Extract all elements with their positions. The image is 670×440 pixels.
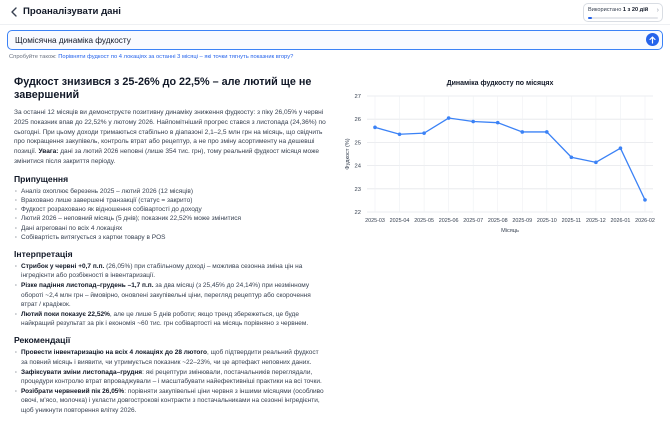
answer-summary: За останні 12 місяців ви демонструєте позитивну динаміку зниження фудкосту: з піку 26,05% у червні 2025 показник впав до 22,52% у лютому 2026. Найпомітніший прогрес стався з листопада (24,36%) по сьогодні. При цьому доходи тримаються стабільно в діапазоні 2,1–2,5 млн грн на місяць, що свідчить про покращення закупівель, контроль втрат або рецептур, а не про зміну асортименту на дешевші позиції. Увага: дані за лютий 2026 неповні (лише 354 тис. грн), тому реальний фудкост місяця може змінитися після закриття періоду. (14, 109, 326, 165)
assumption-item: · Лютий 2026 – неповний місяць (5 днів); показник 22,52% може змінитися (14, 214, 326, 223)
recommendation-item-bold: Провести інвентаризацію на всіх 4 локаціях до 28 лютого (21, 349, 207, 357)
interpretation-item (14, 281, 326, 309)
suggestion-prefix: Спробуйте також: (9, 54, 57, 60)
assumption-item: · Враховано лише завершені транзакції (статус = закрито) (14, 196, 326, 205)
assumptions-list (14, 187, 326, 242)
x-tick-label: 2025-04 (389, 218, 410, 224)
assumption-item: · Фудкост розраховано як відношення собівартості до доходу (14, 205, 326, 214)
page-title: Проаналізувати дані (23, 6, 121, 17)
usage-progress (588, 17, 658, 19)
assumption-item: · Аналіз охоплює березень 2025 – лютий 2026 (12 місяців) (14, 187, 326, 196)
usage-text: Використано 1 з 20 дій (588, 7, 649, 13)
x-tick-label: 2025-07 (463, 218, 484, 224)
answer-headline: Фудкост знизився з 25-26% до 22,5% – але лютий ще не завершений (14, 76, 312, 101)
query-input[interactable] (15, 34, 625, 47)
data-point (643, 198, 647, 202)
suggestion-line (9, 54, 293, 60)
assumption-item: · Собівартість витягується з картки товару в POS (14, 233, 326, 242)
suggestion-link[interactable]: Порівняти фудкост по 4 локаціях за останні 3 місяці – які точки тягнуть показник вгору? (58, 54, 294, 60)
chevron-left-icon (10, 7, 18, 17)
interpretation-item (14, 310, 326, 328)
recommendations-list (14, 348, 326, 414)
interpretation-item (14, 262, 326, 280)
interpretation-item-bold: Стрибок у червні +0,7 п.п. (21, 263, 105, 270)
interpretation-item-bold: Різке падіння листопад–грудень –1,7 п.п. (21, 282, 154, 290)
assumptions-title: Припущення (14, 173, 69, 184)
data-point (373, 126, 377, 130)
x-tick-label: 2025-10 (536, 218, 557, 224)
back-button[interactable] (7, 5, 21, 19)
data-point (496, 121, 500, 125)
recommendation-item (14, 348, 326, 366)
chevron-right-icon: › (656, 7, 659, 14)
y-tick-label: 22 (354, 210, 361, 216)
interpretation-item-text: (26,05%) при стабільному доході – можлива сезонна зміна цін на інгредієнти або розбіжності в інвентаризації. (21, 263, 303, 280)
recommendation-item (14, 387, 326, 415)
y-tick-label: 24 (354, 163, 361, 170)
x-axis-label: Місяць (501, 228, 519, 234)
interpretation-item-text: , але це лише 5 днів роботи; якщо тренд збережеться, це буде найкращий результат за рік і економія ~60 тис. грн собівартості на місяць порівняно з червнем. (21, 311, 309, 328)
recommendation-item-text: : порівняти закупівельні ціни червня з іншими місяцями (особливо овочі, м'ясо, молочка) і укласти довгострокові контракти з постачальниками на сезонні інгредієнти, щоб уникнути повторення влітку 2026. (21, 388, 324, 414)
recommendation-item-text: : які рецептури змінювали, постачальників переглядали, процедури контролю втрат впроваджували – і масштабувати найефективніші практики на всі точки. (21, 368, 322, 386)
y-tick-label: 25 (354, 140, 361, 147)
x-tick-label: 2025-08 (487, 218, 508, 224)
x-tick-label: 2025-12 (586, 218, 606, 224)
recommendation-item-bold: Зафіксувати зміни листопада–грудня (21, 368, 143, 376)
series-line (375, 118, 645, 200)
interpretation-item-text: за два місяці (з 25,45% до 24,14%) при незмінному обороті ~2,4 млн грн – ймовірно, оновлені закупівельні ціни, перегляд рецептур або скорочення втрат / крадіжок. (21, 282, 311, 308)
x-tick-label: 2025-03 (365, 218, 385, 224)
foodcost-chart (337, 76, 663, 240)
chart-svg (337, 76, 663, 240)
data-point (619, 146, 623, 150)
recommendation-item-text: , щоб підтвердити реальний фудкост за повний місяць і виявити, чи утримується показник ~22–23%, чи це артефакт неповних даних. (21, 349, 319, 366)
data-point (520, 130, 524, 134)
data-point (447, 116, 451, 120)
x-tick-label: 2025-06 (438, 218, 459, 224)
recommendation-item (14, 368, 326, 386)
interpretation-item-bold: Лютий поки показує 22,52% (21, 311, 110, 319)
data-point (471, 120, 475, 124)
y-tick-label: 26 (354, 117, 361, 124)
x-tick-label: 2026-01 (610, 218, 631, 224)
data-point (594, 161, 598, 165)
data-point (422, 131, 426, 135)
recommendations-title: Рекомендації (14, 335, 71, 346)
x-tick-label: 2025-05 (414, 218, 434, 224)
query-box (7, 30, 663, 50)
x-tick-label: 2026-02 (635, 218, 655, 224)
interpretation-list (14, 262, 326, 328)
y-axis-label: Фудкост (%) (345, 138, 351, 170)
submit-button[interactable] (646, 33, 659, 46)
answer-content (14, 76, 326, 416)
interpretation-title: Інтерпретація (14, 249, 73, 259)
y-tick-label: 23 (354, 186, 361, 193)
top-bar (0, 0, 670, 25)
data-point (398, 132, 402, 136)
usage-progress-fill (588, 17, 592, 19)
usage-counter[interactable] (583, 3, 663, 22)
y-tick-label: 27 (354, 94, 361, 100)
data-point (545, 130, 549, 134)
arrow-up-icon (649, 36, 656, 44)
x-tick-label: 2025-11 (561, 218, 582, 224)
chart-title: Динаміка фудкосту по місяцях (446, 80, 554, 87)
x-tick-label: 2025-09 (512, 218, 533, 224)
assumption-item: · Дані агреговані по всіх 4 локаціях (14, 224, 326, 233)
recommendation-item-bold: Розібрати червневий пік 26,05% (21, 388, 125, 396)
data-point (570, 155, 574, 159)
